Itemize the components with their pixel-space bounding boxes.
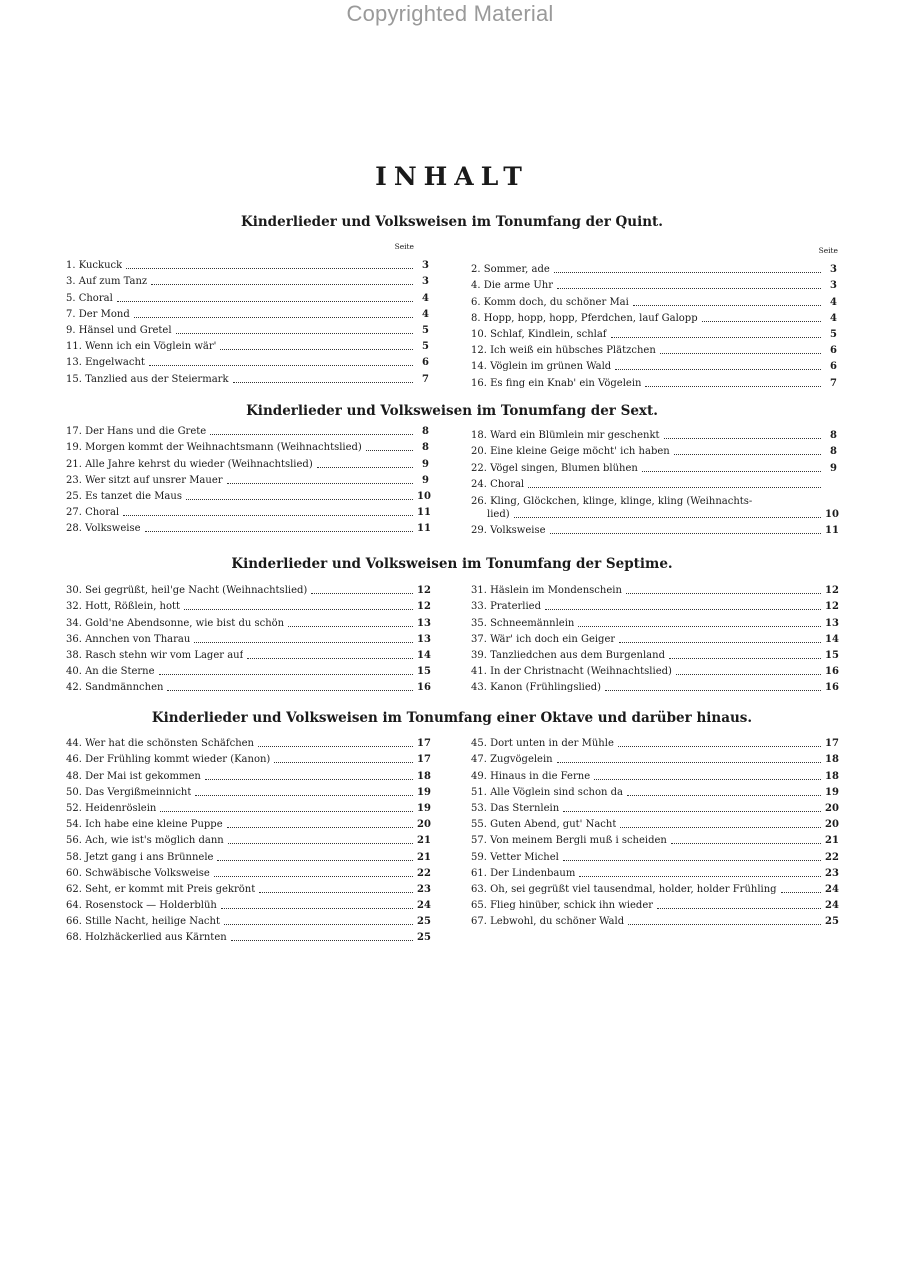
toc-entry-page: 18 — [825, 770, 839, 782]
toc-entry-page: 3 — [830, 264, 837, 276]
toc-entry-title: 22. Vögel singen, Blumen blühen — [471, 462, 638, 474]
toc-entry — [66, 337, 429, 353]
leader-dots — [210, 434, 413, 435]
toc-entry — [66, 912, 429, 928]
toc-entry — [471, 678, 837, 694]
toc-entry-title: 46. Der Frühling kommt wieder (Kanon) — [66, 754, 271, 766]
toc-entry-page: 23 — [417, 883, 431, 895]
toc-entry-title: 11. Wenn ich ein Vöglein wär' — [66, 341, 217, 353]
toc-entry-title: 54. Ich habe eine kleine Puppe — [66, 819, 223, 831]
toc-entry-title: 20. Eine kleine Geige möcht' ich haben — [471, 446, 670, 458]
toc-entry-title: 55. Guten Abend, gut' Nacht — [471, 819, 617, 831]
leader-dots — [626, 593, 821, 594]
toc-entry — [66, 783, 429, 799]
toc-entry — [471, 864, 837, 880]
leader-dots — [149, 365, 413, 366]
toc-entry — [471, 325, 837, 341]
page-title: INHALT — [375, 162, 529, 191]
toc-entry-title: 25. Es tanzet die Maus — [66, 490, 182, 502]
leader-dots — [228, 843, 413, 844]
leader-dots — [220, 349, 413, 350]
toc-entry-page: 3 — [830, 280, 837, 292]
toc-entry — [66, 662, 429, 678]
leader-dots — [221, 908, 413, 909]
leader-dots — [557, 762, 821, 763]
toc-entry-page: 5 — [422, 341, 429, 353]
toc-entry — [471, 491, 837, 521]
leader-dots — [194, 642, 413, 643]
leader-dots — [227, 827, 413, 828]
toc-entry-title: 19. Morgen kommt der Weihnachtsmann (Weihnachtslied) — [66, 442, 362, 454]
leader-dots — [620, 827, 821, 828]
toc-entry-page: 9 — [830, 462, 837, 474]
leader-dots — [633, 305, 821, 306]
toc-entry-title: 2. Sommer, ade — [471, 264, 550, 276]
leader-dots — [231, 940, 413, 941]
leader-dots — [660, 353, 821, 354]
toc-entry — [66, 422, 429, 438]
toc-entry-page: 24 — [825, 900, 839, 912]
leader-dots — [160, 811, 413, 812]
leader-dots — [176, 333, 413, 334]
toc-entry — [66, 353, 429, 369]
toc-entry-page: 6 — [830, 361, 837, 373]
toc-entry-page: 16 — [417, 682, 431, 694]
toc-entry — [66, 487, 429, 503]
leader-dots — [217, 860, 413, 861]
seite-label: Seite — [818, 246, 838, 255]
toc-entry-page: 25 — [417, 932, 431, 944]
leader-dots — [288, 626, 413, 627]
toc-entry-title: 10. Schlaf, Kindlein, schlaf — [471, 328, 607, 340]
toc-entry-page: 7 — [422, 373, 429, 385]
toc-entry-title: 36. Ännchen von Tharau — [66, 633, 191, 645]
leader-dots — [528, 487, 821, 488]
toc-entry-title: 52. Heidenröslein — [66, 802, 157, 814]
toc-entry-page: 19 — [417, 802, 431, 814]
toc-entry-title: 44. Wer hat die schönsten Schäfchen — [66, 738, 254, 750]
toc-entry-title: 64. Rosenstock — Holderblüh — [66, 900, 217, 912]
leader-dots — [259, 892, 413, 893]
leader-dots — [657, 908, 821, 909]
toc-entry-title: 27. Choral — [66, 507, 120, 519]
toc-entry-title: 41. In der Christnacht (Weihnachtslied) — [471, 666, 672, 678]
toc-entry — [66, 799, 429, 815]
toc-entry — [66, 256, 429, 272]
leader-dots — [618, 746, 821, 747]
toc-entry — [66, 454, 429, 470]
toc-entry — [471, 613, 837, 629]
toc-entry-page: 12 — [417, 585, 431, 597]
leader-dots — [671, 843, 821, 844]
toc-entry-title: 49. Hinaus in die Ferne — [471, 770, 591, 782]
leader-dots — [674, 454, 821, 455]
leader-dots — [317, 467, 413, 468]
toc-entry — [66, 503, 429, 519]
toc-entry-page: 4 — [422, 292, 429, 304]
toc-entry — [66, 272, 429, 288]
toc-entry-title: 14. Vöglein im grünen Wald — [471, 361, 612, 373]
toc-entry — [66, 581, 429, 597]
toc-entry — [471, 783, 837, 799]
toc-entry-page: 22 — [417, 867, 431, 879]
toc-entry — [66, 815, 429, 831]
toc-entry — [471, 815, 837, 831]
toc-entry — [471, 309, 837, 325]
toc-entry-title: 33. Praterlied — [471, 601, 541, 613]
toc-entry — [471, 475, 837, 491]
toc-entry — [471, 276, 837, 292]
toc-entry — [471, 831, 837, 847]
toc-entry-title: 61. Der Lindenbaum — [471, 867, 576, 879]
toc-entry-title: 62. Seht, er kommt mit Preis gekrönt — [66, 883, 256, 895]
toc-entry-title: 1. Kuckuck — [66, 260, 123, 272]
toc-entry-title: 32. Hott, Rößlein, hott — [66, 601, 181, 613]
toc-entry — [471, 646, 837, 662]
section-heading: Kinderlieder und Volksweisen im Tonumfang der Sext. — [246, 403, 658, 419]
leader-dots — [702, 321, 821, 322]
toc-entry-title: 8. Hopp, hopp, hopp, Pferdchen, lauf Galopp — [471, 312, 698, 324]
toc-entry-page: 17 — [825, 738, 839, 750]
toc-entry — [66, 519, 429, 535]
toc-entry-title: 50. Das Vergißmeinnicht — [66, 786, 192, 798]
toc-entry-title: 28. Volksweise — [66, 523, 141, 535]
toc-entry-title: 37. Wär' ich doch ein Geiger — [471, 633, 616, 645]
leader-dots — [274, 762, 413, 763]
toc-entry-title: 15. Tanzlied aus der Steiermark — [66, 373, 229, 385]
copyright-watermark: Copyrighted Material — [346, 1, 554, 26]
toc-entry-title: 31. Häslein im Mondenschein — [471, 585, 622, 597]
toc-entry-page: 11 — [417, 507, 431, 519]
leader-dots — [579, 876, 821, 877]
toc-entry — [471, 373, 837, 389]
toc-entry — [66, 630, 429, 646]
toc-entry — [471, 734, 837, 750]
toc-entry-page: 3 — [422, 276, 429, 288]
toc-entry-page: 10 — [417, 490, 431, 502]
toc-column-left — [66, 256, 429, 386]
leader-dots — [578, 626, 821, 627]
toc-entry-page: 20 — [825, 802, 839, 814]
toc-entry — [66, 613, 429, 629]
leader-dots — [554, 272, 821, 273]
toc-entry-title: 9. Hänsel und Gretel — [66, 324, 172, 336]
toc-column-right — [471, 581, 837, 694]
toc-entry — [471, 896, 837, 912]
toc-entry-page: 4 — [830, 312, 837, 324]
toc-column-left — [66, 581, 429, 694]
toc-entry-page: 6 — [422, 357, 429, 369]
toc-entry-page: 8 — [422, 442, 429, 454]
toc-entry-page: 6 — [830, 345, 837, 357]
toc-entry — [66, 864, 429, 880]
toc-entry-page: 10 — [825, 508, 839, 520]
toc-entry — [66, 734, 429, 750]
toc-entry-page: 12 — [417, 601, 431, 613]
leader-dots — [669, 658, 821, 659]
toc-entry-page: 13 — [825, 617, 839, 629]
toc-entry-title: 42. Sandmännchen — [66, 682, 164, 694]
toc-entry-page: 21 — [417, 851, 431, 863]
toc-entry — [66, 646, 429, 662]
toc-entry-title: 43. Kanon (Frühlingslied) — [471, 682, 602, 694]
toc-entry-page: 11 — [825, 524, 839, 536]
toc-entry-title: 57. Von meinem Bergli muß i scheiden — [471, 835, 667, 847]
toc-entry-page: 18 — [417, 770, 431, 782]
toc-entry-page: 5 — [422, 324, 429, 336]
toc-column-right — [471, 426, 837, 537]
toc-entry-title: 24. Choral — [471, 478, 525, 490]
leader-dots — [563, 811, 821, 812]
toc-entry-title: 65. Flieg hinüber, schick ihn wieder — [471, 900, 654, 912]
toc-entry-title: 67. Lebwohl, du schöner Wald — [471, 916, 625, 928]
toc-entry — [66, 847, 429, 863]
toc-entry-title: 34. Gold'ne Abendsonne, wie bist du schön — [66, 617, 285, 629]
toc-entry — [66, 321, 429, 337]
leader-dots — [224, 924, 413, 925]
toc-entry — [66, 880, 429, 896]
toc-entry-title: 30. Sei gegrüßt, heil'ge Nacht (Weihnachtslied) — [66, 585, 308, 597]
toc-entry-title: 47. Zugvögelein — [471, 754, 553, 766]
toc-entry-title: 3. Auf zum Tanz — [66, 276, 148, 288]
toc-entry — [471, 442, 837, 458]
toc-entry-page: 24 — [825, 883, 839, 895]
toc-entry — [471, 260, 837, 276]
toc-entry — [66, 438, 429, 454]
toc-entry — [471, 426, 837, 442]
toc-entry-page: 25 — [825, 916, 839, 928]
toc-entry-title: 12. Ich weiß ein hübsches Plätzchen — [471, 345, 656, 357]
leader-dots — [642, 471, 821, 472]
leader-dots — [676, 674, 821, 675]
toc-entry-page: 20 — [417, 819, 431, 831]
leader-dots — [167, 690, 413, 691]
toc-entry-page: 8 — [422, 426, 429, 438]
leader-dots — [311, 593, 413, 594]
toc-entry — [471, 662, 837, 678]
leader-dots — [645, 386, 821, 387]
toc-entry — [66, 471, 429, 487]
toc-entry-page: 12 — [825, 585, 839, 597]
leader-dots — [366, 450, 413, 451]
toc-entry-title: 35. Schneemännlein — [471, 617, 575, 629]
toc-entry — [471, 799, 837, 815]
toc-entry-page: 13 — [417, 617, 431, 629]
toc-entry — [471, 458, 837, 474]
toc-entry-page: 3 — [422, 260, 429, 272]
toc-entry-page: 24 — [417, 900, 431, 912]
toc-column-right — [471, 734, 837, 928]
toc-entry — [66, 678, 429, 694]
toc-entry — [66, 305, 429, 321]
leader-dots — [247, 658, 413, 659]
toc-entry-title: 45. Dort unten in der Mühle — [471, 738, 614, 750]
toc-entry-title: 23. Wer sitzt auf unsrer Mauer — [66, 474, 223, 486]
toc-entry-page: 12 — [825, 601, 839, 613]
toc-entry-page: 17 — [417, 754, 431, 766]
toc-entry-page: 4 — [422, 308, 429, 320]
toc-entry-page: 11 — [417, 523, 431, 535]
toc-entry — [471, 750, 837, 766]
toc-entry-page: 19 — [825, 786, 839, 798]
leader-dots — [145, 531, 413, 532]
toc-entry-page: 20 — [825, 819, 839, 831]
toc-entry-title: 4. Die arme Uhr — [471, 280, 554, 292]
toc-entry — [66, 831, 429, 847]
toc-entry-title: 39. Tanzliedchen aus dem Burgenland — [471, 649, 665, 661]
toc-entry-title: 66. Stille Nacht, heilige Nacht — [66, 916, 220, 928]
toc-entry — [471, 341, 837, 357]
leader-dots — [123, 515, 413, 516]
section-heading: Kinderlieder und Volksweisen im Tonumfang der Quint. — [241, 214, 663, 230]
toc-entry-page: 9 — [422, 474, 429, 486]
leader-dots — [514, 517, 821, 518]
toc-entry — [471, 597, 837, 613]
leader-dots — [557, 288, 821, 289]
leader-dots — [117, 301, 413, 302]
toc-entry — [471, 357, 837, 373]
toc-entry-title: 21. Alle Jahre kehrst du wieder (Weihnachtslied) — [66, 458, 313, 470]
toc-entry — [471, 912, 837, 928]
toc-entry-title: 5. Choral — [66, 292, 113, 304]
toc-entry-page: 8 — [830, 430, 837, 442]
leader-dots — [605, 690, 821, 691]
leader-dots — [627, 795, 821, 796]
leader-dots — [563, 860, 821, 861]
leader-dots — [233, 382, 414, 383]
leader-dots — [545, 609, 821, 610]
toc-entry-title: 58. Jetzt gang i ans Brünnele — [66, 851, 214, 863]
toc-entry — [471, 766, 837, 782]
toc-entry-page: 9 — [422, 458, 429, 470]
toc-entry — [471, 847, 837, 863]
leader-dots — [781, 892, 821, 893]
toc-column-left — [66, 422, 429, 535]
toc-entry — [66, 928, 429, 944]
toc-entry-page: 21 — [825, 835, 839, 847]
toc-entry-title: 59. Vetter Michel — [471, 851, 559, 863]
toc-entry — [66, 288, 429, 304]
leader-dots — [258, 746, 413, 747]
leader-dots — [227, 483, 413, 484]
toc-entry — [471, 880, 837, 896]
toc-column-right — [471, 260, 837, 390]
toc-entry-title: 29. Volksweise — [471, 524, 546, 536]
leader-dots — [186, 499, 413, 500]
toc-entry-page: 7 — [830, 377, 837, 389]
toc-entry — [471, 292, 837, 308]
toc-entry-page: 14 — [825, 633, 839, 645]
leader-dots — [134, 317, 413, 318]
toc-entry-page: 16 — [825, 666, 839, 678]
leader-dots — [628, 924, 821, 925]
toc-entry — [66, 766, 429, 782]
toc-entry-page: 17 — [417, 738, 431, 750]
toc-entry-page: 16 — [825, 682, 839, 694]
leader-dots — [611, 337, 822, 338]
leader-dots — [664, 438, 821, 439]
toc-entry-title: 13. Engelwacht — [66, 357, 145, 369]
toc-entry-page: 15 — [417, 666, 431, 678]
toc-entry-title: 40. An die Sterne — [66, 666, 155, 678]
toc-entry-page: 19 — [417, 786, 431, 798]
toc-entry-title: 63. Oh, sei gegrüßt viel tausendmal, holder, holder Frühling — [471, 883, 777, 895]
leader-dots — [126, 268, 413, 269]
toc-entry-title: 51. Alle Vöglein sind schon da — [471, 786, 623, 798]
toc-entry-page: 5 — [830, 328, 837, 340]
toc-entry-title: 6. Komm doch, du schöner Mai — [471, 296, 629, 308]
seite-label: Seite — [394, 242, 414, 251]
toc-entry-title: 48. Der Mai ist gekommen — [66, 770, 201, 782]
toc-entry — [66, 896, 429, 912]
toc-entry-page: 8 — [830, 446, 837, 458]
toc-entry-title: 16. Es fing ein Knab' ein Vögelein — [471, 377, 642, 389]
toc-entry-page: 18 — [825, 754, 839, 766]
toc-entry — [471, 521, 837, 537]
leader-dots — [184, 609, 413, 610]
toc-entry-title-continued: lied) — [487, 508, 510, 520]
toc-column-left — [66, 734, 429, 944]
toc-entry-title: 17. Der Hans und die Grete — [66, 426, 207, 438]
leader-dots — [195, 795, 413, 796]
section-heading: Kinderlieder und Volksweisen im Tonumfang der Septime. — [231, 556, 673, 572]
leader-dots — [619, 642, 821, 643]
toc-entry-page: 13 — [417, 633, 431, 645]
toc-entry-title: 53. Das Sternlein — [471, 802, 560, 814]
toc-entry-title: 60. Schwäbische Volksweise — [66, 867, 210, 879]
leader-dots — [214, 876, 413, 877]
toc-entry-page: 14 — [417, 649, 431, 661]
leader-dots — [159, 674, 413, 675]
toc-entry — [66, 597, 429, 613]
toc-entry-page: 4 — [830, 296, 837, 308]
toc-entry-title: 38. Rasch stehn wir vom Lager auf — [66, 649, 244, 661]
leader-dots — [594, 779, 821, 780]
toc-entry-title: 18. Ward ein Blümlein mir geschenkt — [471, 430, 660, 442]
toc-entry-page: 25 — [417, 916, 431, 928]
toc-entry — [66, 750, 429, 766]
toc-entry — [471, 630, 837, 646]
leader-dots — [550, 533, 821, 534]
toc-entry-page: 22 — [825, 851, 839, 863]
toc-entry — [66, 369, 429, 385]
toc-entry-page: 15 — [825, 649, 839, 661]
toc-entry-title: 7. Der Mond — [66, 308, 130, 320]
leader-dots — [151, 284, 413, 285]
toc-entry-title: 56. Ach, wie ist's möglich dann — [66, 835, 224, 847]
toc-entry-page: 21 — [417, 835, 431, 847]
toc-entry-title: 26. Kling, Glöckchen, klinge, klinge, kling (Weihnachts- — [471, 495, 753, 507]
leader-dots — [615, 369, 821, 370]
toc-entry-page: 23 — [825, 867, 839, 879]
section-heading: Kinderlieder und Volksweisen im Tonumfang einer Oktave und darüber hinaus. — [151, 710, 753, 726]
toc-entry-title: 68. Holzhäckerlied aus Kärnten — [66, 932, 227, 944]
toc-entry — [471, 581, 837, 597]
leader-dots — [205, 779, 413, 780]
